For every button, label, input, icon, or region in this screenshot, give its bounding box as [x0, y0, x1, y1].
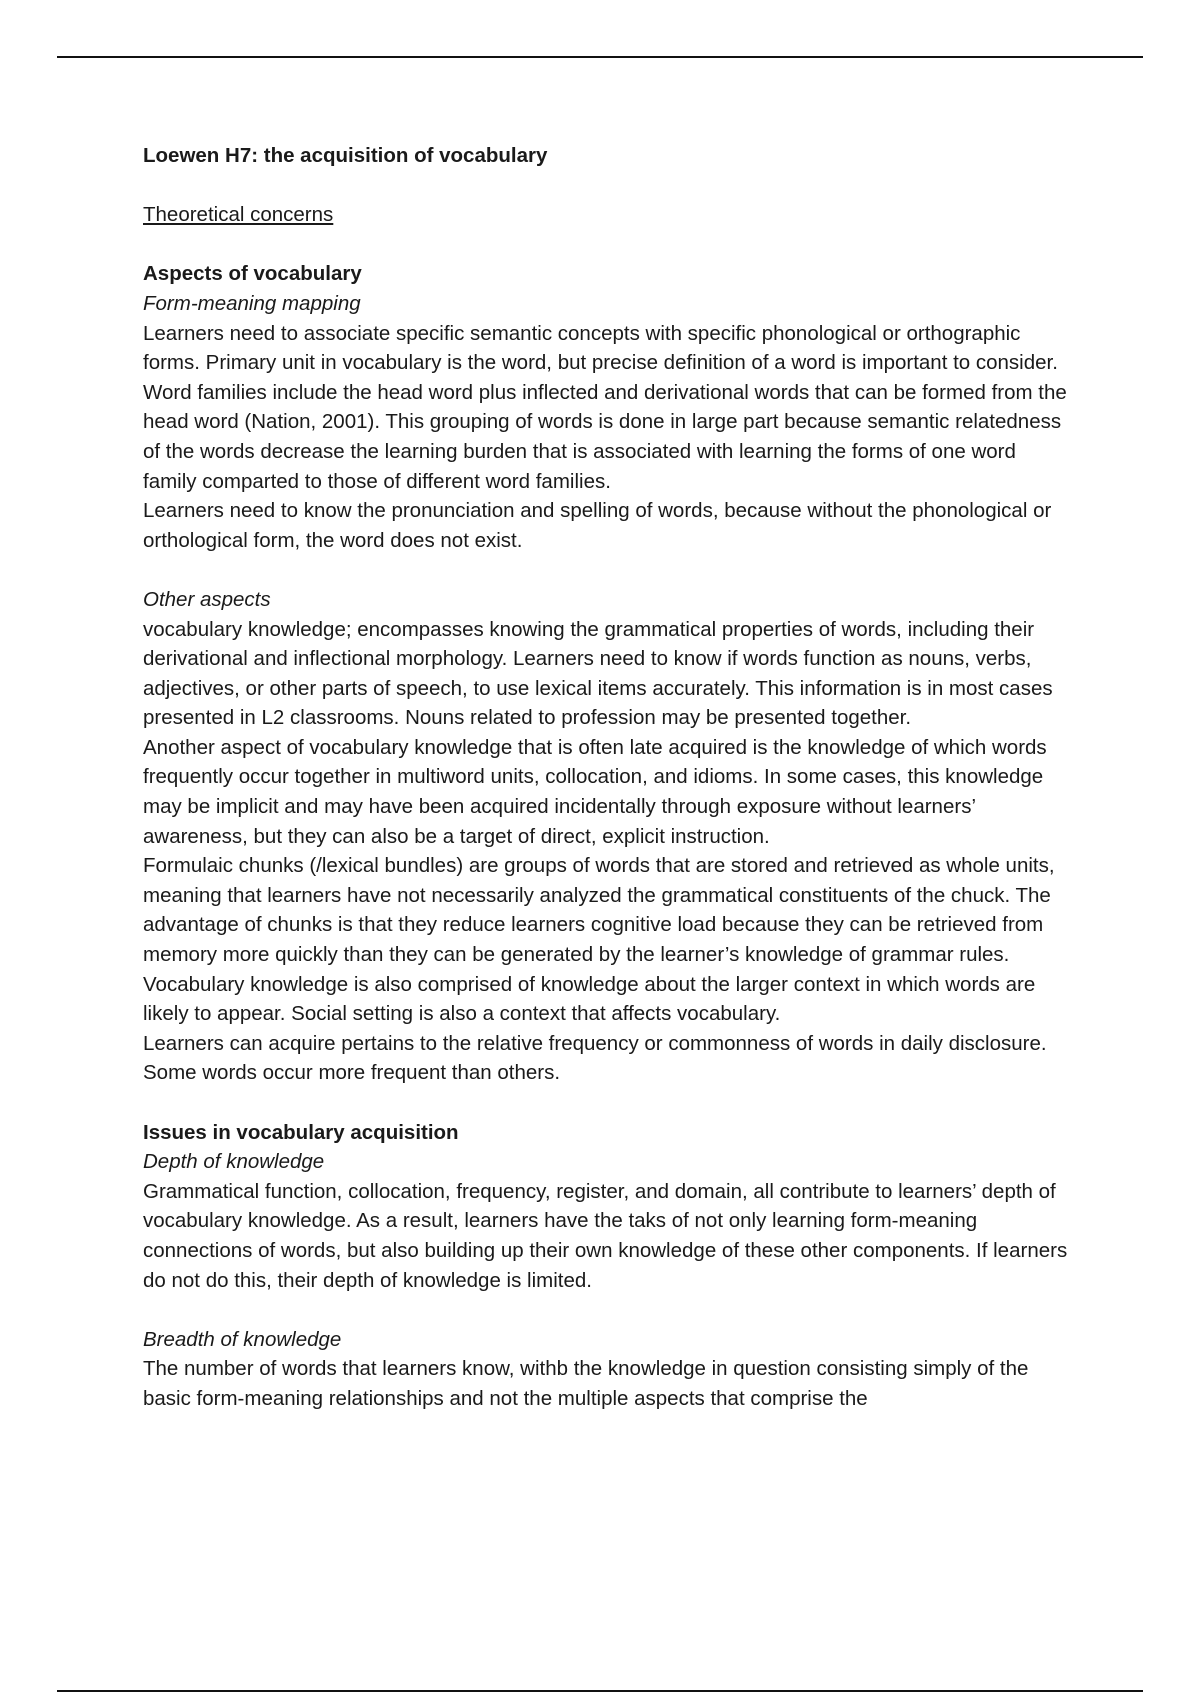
heading-issues-in-vocabulary-acquisition: Issues in vocabulary acquisition [143, 1120, 459, 1144]
spacer [143, 555, 1073, 585]
spacer [143, 1295, 1073, 1325]
paragraph: Vocabulary knowledge is also comprised of knowledge about the larger context in which words are likely to appear. Social setting is also a context that affects vocabulary. [143, 972, 1036, 1026]
paragraph: Learners need to know the pronunciation and spelling of words, because without the phonological or orthological form, the word does not exist. [143, 499, 1052, 552]
paragraph: Formulaic chunks (/lexical bundles) are groups of words that are stored and retrieved as whole units, meaning that learners have not necessarily analyzed the grammatical constituents of the chuck. The advantage of chunks is that they reduce learners cognitive load because they can be retrieved from memory more quickly than they can be generated by the learner’s knowledge of grammar rules. [143, 854, 1055, 967]
spacer [143, 230, 1073, 260]
spacer [143, 171, 1073, 201]
header-rule [57, 56, 1143, 58]
paragraph: Learners need to associate specific semantic concepts with specific phonological or orthographic forms. Primary unit in vocabulary is the word, but precise definition of a word is important to consider. Word families include the head word plus inflected and derivational words that can be formed from the head word (Nation, 2001). This grouping of words is done in large part because semantic relatedness of the words decrease the learning burden that is associated with learning the forms of one word family comparted to those of different word families. [143, 321, 1067, 493]
spacer [143, 1088, 1073, 1118]
section-heading: Theoretical concerns [143, 203, 334, 227]
paragraph: Another aspect of vocabulary knowledge that is often late acquired is the knowledge of which words frequently occur together in multiword units, collocation, and idioms. In some cases, this knowledge may be implicit and may have been acquired incidentally through exposure without learners’ awareness, but they can also be a target of direct, explicit instruction. [143, 735, 1047, 848]
footer-rule [57, 1690, 1143, 1692]
paragraph: Grammatical function, collocation, frequency, register, and domain, all contribute to learners’ depth of vocabulary knowledge. As a result, learners have the taks of not only learning form-meaning connections of words, but also building up their own knowledge of these other components. If learners do not do this, their depth of knowledge is limited. [143, 1179, 1068, 1292]
subheading-other-aspects: Other aspects [143, 587, 271, 611]
paragraph: vocabulary knowledge; encompasses knowing the grammatical properties of words, including their derivational and inflectional morphology. Learners need to know if words function as nouns, verbs, adjectives, or other parts of speech, to use lexical items accurately. This information is in most cases presented in L2 classrooms. Nouns related to profession may be presented together. [143, 617, 1053, 730]
subheading-breadth-of-knowledge: Breadth of knowledge [143, 1327, 342, 1351]
subheading-depth-of-knowledge: Depth of knowledge [143, 1150, 325, 1174]
heading-aspects-of-vocabulary: Aspects of vocabulary [143, 262, 362, 286]
paragraph: The number of words that learners know, withb the knowledge in question consisting simply of the basic form-meaning relationships and not the multiple aspects that comprise the [143, 1357, 1029, 1410]
document-body [143, 141, 1073, 1414]
paragraph: Learners can acquire pertains to the relative frequency or commonness of words in daily disclosure. Some words occur more frequent than others. [143, 1031, 1047, 1085]
document-title: Loewen H7: the acquisition of vocabulary [143, 144, 548, 167]
subheading-form-meaning-mapping: Form-meaning mapping [143, 291, 361, 315]
